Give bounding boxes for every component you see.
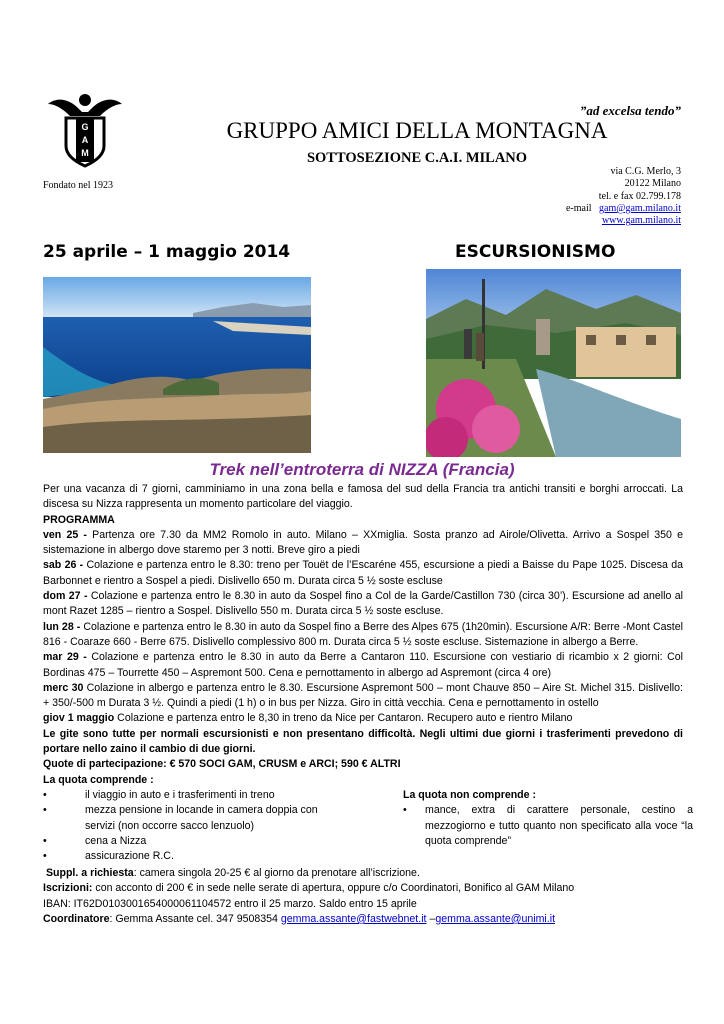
day-ven-25 [43, 528, 683, 559]
address-line-2: 20122 Milano [624, 178, 681, 190]
event-category: ESCURSIONISMO [455, 242, 616, 262]
quote-value: : € 570 SOCI GAM, CRUSM e ARCI; 590 € ALTRI [163, 758, 401, 771]
day-sab-26 [43, 558, 683, 589]
day-label: ven 25 - [43, 528, 87, 541]
suppl-label: Suppl. a richiesta [45, 866, 134, 879]
phone: tel. e fax 02.799.178 [598, 190, 681, 202]
iban-row: IBAN: IT62D0103001654000061104572 entro il 25 marzo. Saldo entro 15 aprile [43, 897, 417, 910]
excludes-list [403, 788, 693, 849]
day-label: dom 27 - [43, 590, 88, 603]
coord-text: : Gemma Assante cel. 347 9508354 [109, 912, 281, 925]
coordinator-row [43, 912, 683, 927]
quote-row [43, 757, 683, 772]
svg-text:G: G [81, 122, 89, 132]
coord-email-1[interactable]: gemma.assante@fastwebnet.it [280, 912, 427, 925]
coord-label: Coordinatore [43, 912, 110, 925]
quota-columns [43, 788, 693, 866]
day-text: Colazione e partenza entro le 8.30: treno per Touët de l’Escaréne 455, escursione a piedi a Baisse du Pape 1025. Discesa da Barbonnet e rientro a Sospel a piedi. Dislivello 650 m. Durata circa 5 ½ soste escluse [43, 559, 684, 587]
bullet-icon: • [43, 804, 47, 817]
bullet-icon: • [403, 804, 407, 817]
includes-list [43, 788, 343, 864]
program-body [43, 482, 693, 927]
coord-separator: – [426, 912, 436, 925]
contact-block [566, 166, 681, 227]
nice-coast-photo [43, 277, 311, 453]
supplement-row [43, 866, 683, 881]
day-giov-1 [43, 711, 683, 726]
suppl-text: : camera singola 20-25 € al giorno da prenotare all’iscrizione. [133, 866, 420, 879]
excludes-label: La quota non comprende : [403, 788, 537, 801]
bullet-icon: • [43, 834, 47, 847]
bullet-icon: • [43, 850, 47, 863]
day-text: Colazione e partenza entro le 8.30 in auto da Berre a Cantaron 110. Escursione con vestiario di ricambio x 2 giorni: Col Bordinas 475 – Tourrette 450 – Aspremont 500. Cena e pernottamento in albergo ad Aspremont (circa 4 ore) [43, 651, 684, 679]
address-line-1: via C.G. Merlo, 3 [610, 166, 681, 177]
day-text: Colazione in albergo e partenza entro le 8.30. Escursione Aspremont 500 – mont Chauve 850 – Aire St. Michel 315. Dislivello: + 350/-500 m Durata 3 ½. Quindi a piedi (1 h) o in bus per Nizza. Giro in città vecchia. Cena e pernottamento in ostello [43, 681, 683, 710]
sospel-village-photo [426, 269, 681, 457]
org-title: GRUPPO AMICI DELLA MONTAGNA [226, 118, 608, 143]
trek-title: Trek nell’entroterra di NIZZA (Francia) [209, 460, 515, 479]
email-label: e-mail [565, 202, 592, 214]
email-link[interactable]: gam@gam.milano.it [599, 202, 681, 214]
quote-label: Quote di partecipazione [43, 758, 164, 771]
includes-label: La quota comprende : [43, 773, 154, 786]
founded: Fondato nel 1923 [43, 180, 113, 191]
difficulty-notice: Le gite sono tutte per normali escursionisti e non presentano difficoltà. Negli ultimi due giorni i trasferimenti prevedono di portare nello zaino il cambio di due giorni. [43, 727, 683, 756]
svg-text:A: A [81, 135, 89, 145]
list-item: • mance, extra di carattere personale, cestino a mezzogiorno e tutto quanto non specificato alla voce “la quota comprende” [403, 804, 693, 847]
list-item: • assicurazione R.C. [43, 849, 343, 864]
email-row [566, 203, 681, 215]
day-label: merc 30 [43, 681, 84, 694]
day-label: sab 26 - [43, 559, 84, 572]
registration-row [43, 881, 683, 896]
website-link[interactable]: www.gam.milano.it [601, 215, 681, 227]
day-text: Colazione e partenza entro le 8,30 in treno da Nice per Cantaron. Recupero auto e rientro Milano [114, 712, 573, 725]
day-text: Colazione e partenza entro le 8.30 in auto da Sospel fino a Berre des Alpes 675 (1h20min). Escursione A/R: Berre -Mont Castel 816 - Coaraze 660 - Berre 675. Dislivello complessivo 800 m. Durata circa 5 ½ soste escluse. Sistemazione in albergo a Berre. [43, 620, 683, 648]
day-mar-29 [43, 650, 683, 681]
day-lun-28 [43, 620, 683, 651]
svg-text:M: M [81, 148, 89, 158]
list-item: • mezza pensione in locande in camera doppia con servizi (non occorre sacco lenzuolo) [43, 804, 318, 832]
coord-email-2[interactable]: gemma.assante@unimi.it [435, 912, 556, 925]
program-label: PROGRAMMA [43, 513, 115, 526]
iscr-text: con acconto di 200 € in sede nelle serate di apertura, oppure c/o Coordinatori, Bonifico al GAM Milano [92, 882, 575, 895]
day-text: Colazione e partenza entro le 8.30 in auto da Sospel fino a Col de la Garde/Castillon 730 (circa 30’). Escursione ad anello al mont Razet 1285 – rientro a Sospel. Dislivello 550 m. Durata circa 5 ½ soste escluse. [43, 590, 683, 618]
intro-text: Per una vacanza di 7 giorni, camminiamo in una zona bella e famosa del sud della Francia tra antichi transiti e borghi arroccati. La discesa su Nizza rappresenta un momento particolare del viaggio. [43, 483, 683, 511]
day-dom-27 [43, 589, 683, 620]
day-label: lun 28 - [43, 620, 81, 633]
list-item: • cena a Nizza [43, 834, 343, 849]
iscr-label: Iscrizioni: [43, 882, 93, 895]
event-dates: 25 aprile – 1 maggio 2014 [43, 242, 291, 262]
day-merc-30 [43, 681, 683, 712]
org-subtitle: SOTTOSEZIONE C.A.I. MILANO [306, 150, 528, 166]
day-label: mar 29 - [43, 651, 87, 664]
list-item: • il viaggio in auto e i trasferimenti in treno [43, 788, 343, 803]
motto: ”ad excelsa tendo” [579, 103, 681, 118]
bullet-icon: • [43, 788, 47, 801]
day-text: Partenza ore 7.30 da MM2 Romolo in auto. Milano – XXmiglia. Sosta pranzo ad Airole/Olivetta. Arrivo a Sospel 350 e sistemazione in albergo dove staremo per 3 notti. Breve giro a piedi [43, 528, 684, 557]
day-label: giov 1 maggio [43, 712, 115, 725]
